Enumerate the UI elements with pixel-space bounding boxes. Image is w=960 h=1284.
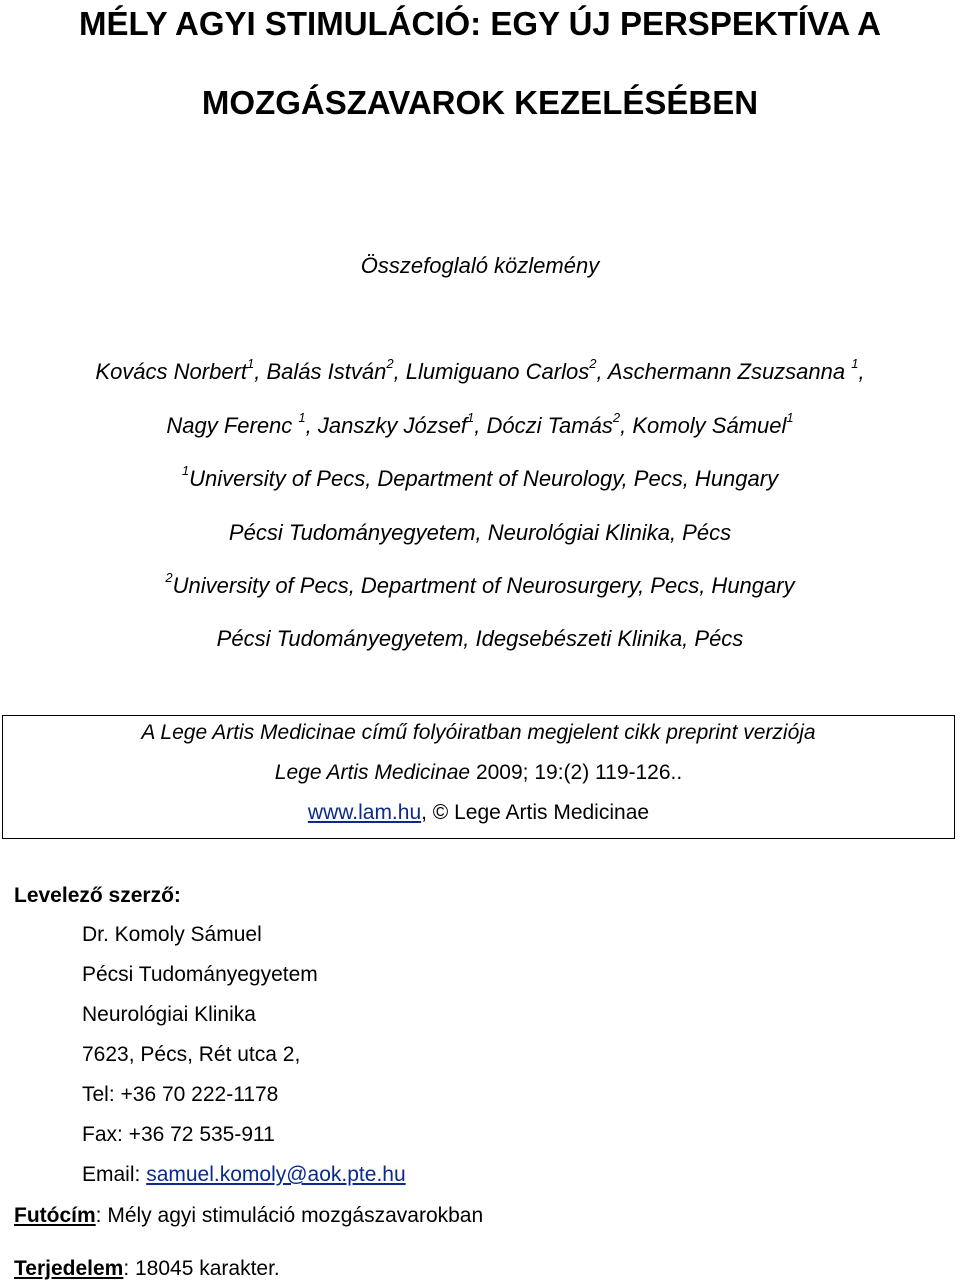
corresponding-email-line [82, 1161, 406, 1189]
corresponding-university: Pécsi Tudományegyetem [82, 963, 318, 986]
copyright-line [3, 799, 954, 827]
corresponding-clinic: Neurológiai Klinika [82, 1003, 256, 1026]
corresponding-address: 7623, Pécs, Rét utca 2, [82, 1043, 301, 1066]
author: Llumiguano Carlos$^2$, [405, 355, 608, 384]
length [14, 1255, 280, 1283]
title-line-1: MÉLY AGYI STIMULÁCIÓ: EGY ÚJ PERSPEKTÍVA A [79, 5, 881, 42]
corresponding-author-name: Dr. Komoly Sámuel [82, 923, 262, 946]
length-value: : 18045 karakter. [123, 1257, 280, 1280]
affiliation-1-hu: Pécsi Tudományegyetem, Neurológiai Klinika, Pécs [228, 520, 732, 545]
running-title-value: : Mély agyi stimuláció mozgászavarokban [95, 1204, 484, 1227]
title-line-2: MOZGÁSZAVAROK KEZELÉSÉBEN [201, 84, 759, 121]
affiliation-2-hu: Pécsi Tudományegyetem, Idegsebészeti Klinika, Pécs [216, 626, 744, 651]
affiliation-1-en: $^1$University of Pecs, Department of Neurology, Pecs, Hungary [181, 462, 779, 491]
author: Nagy Ferenc $^1$, [166, 409, 318, 438]
corresponding-author-label: Levelező szerző: [14, 884, 181, 907]
author: Komoly Sámuel$^1$ [632, 409, 794, 438]
length-label: Terjedelem [14, 1257, 124, 1280]
copyright-text: , © Lege Artis Medicinae [421, 801, 650, 824]
authors-line-1 [0, 355, 960, 386]
preprint-notice: A Lege Artis Medicinae című folyóiratban megjelent cikk preprint verziója [141, 721, 816, 744]
author: Balás István$^2$, [266, 355, 406, 384]
affiliation-2-en: $^2$University of Pecs, Department of Neurosurgery, Pecs, Hungary [165, 569, 795, 598]
corresponding-phone: Tel: +36 70 222-1178 [82, 1083, 279, 1106]
email-link[interactable]: samuel.komoly@aok.pte.hu [146, 1163, 406, 1186]
author: Kovács Norbert$^1$, [95, 355, 267, 384]
author: Janszky József$^1$, [317, 409, 487, 438]
journal-website-link[interactable]: www.lam.hu [307, 801, 422, 824]
authors-line-2 [0, 409, 960, 440]
author: Aschermann Zsuzsanna $^1$, [607, 355, 865, 384]
running-title-label: Futócím [14, 1204, 96, 1227]
citation [3, 759, 954, 787]
author: Dóczi Tamás$^2$, [486, 409, 633, 438]
running-title [14, 1202, 483, 1230]
citation-details: 2009; 19:(2) 119-126.. [470, 761, 683, 784]
corresponding-fax: Fax: +36 72 535-911 [82, 1123, 275, 1146]
journal-name: Lege Artis Medicinae [274, 761, 471, 784]
preprint-notice-box [2, 715, 955, 839]
email-label: Email: [82, 1163, 147, 1186]
article-type: Összefoglaló közlemény [360, 253, 600, 278]
